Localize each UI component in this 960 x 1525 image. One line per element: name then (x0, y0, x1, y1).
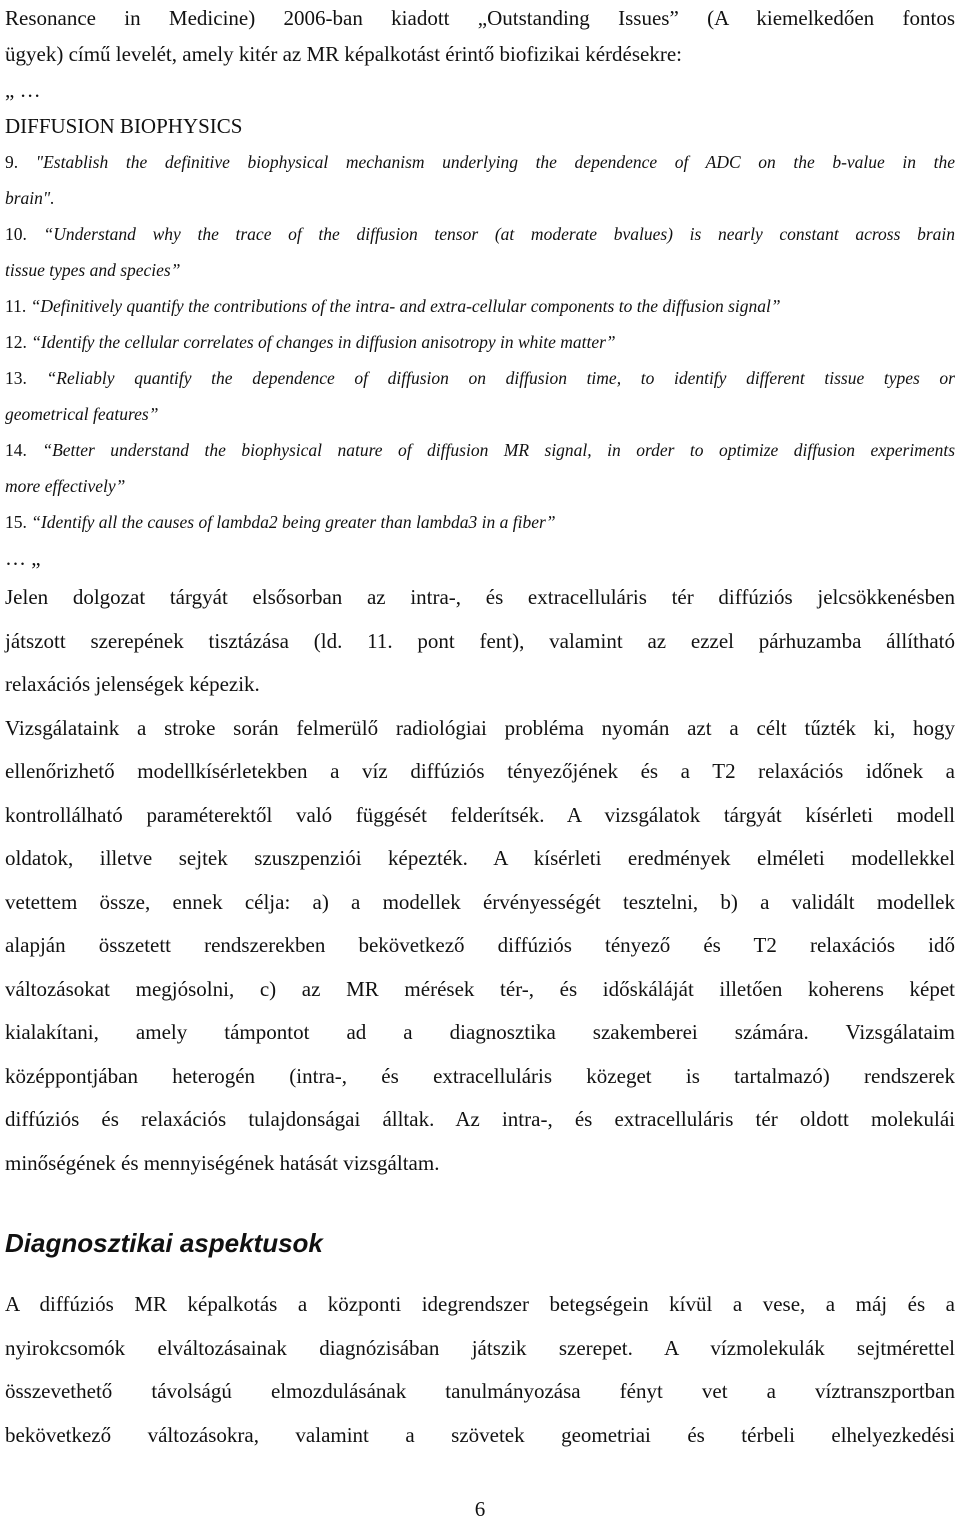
list-line (5, 324, 955, 360)
list-line (5, 288, 955, 324)
list-text: geometrical features” (5, 404, 159, 424)
paragraph-line: relaxációs jelenségek képezik. (5, 672, 260, 696)
paragraph-line: Vizsgálataink a stroke során felmerülő radiológiai probléma nyomán azt a célt tűzték ki, hogy (5, 715, 955, 740)
list-number: 15. (5, 512, 27, 532)
list-text: “Definitively quantify the contributions of the intra- and extra-cellular components to the diffusion signal” (30, 296, 781, 316)
paragraph-1 (5, 576, 955, 707)
list-number: 14. (5, 440, 27, 460)
section-heading: Diagnosztikai aspektusok (5, 1228, 323, 1258)
list-text: “Understand why the trace of the diffusion tensor (at moderate bvalues) is nearly constant across brain (43, 224, 955, 244)
paragraph-line: Jelen dolgozat tárgyát elsősorban az intra-, és extracelluláris tér diffúziós jelcsökkenésben (5, 585, 955, 609)
paragraph-line: játszott szerepének tisztázása (ld. 11. pont fent), valamint az ezzel párhuzamba állítható (5, 628, 955, 653)
issues-list (5, 144, 955, 540)
list-line (5, 144, 955, 180)
paragraph-line: oldatok, illetve sejtek szuszpenziói képezték. A kísérleti eredmények elméleti modellekkel (5, 846, 955, 870)
closing-quote-mark: … „ (5, 546, 41, 570)
list-text: more effectively” (5, 476, 126, 496)
paragraph-line: alapján összetett rendszerekben bekövetkező diffúziós tényező és T2 relaxációs idő (5, 933, 955, 957)
intro-line: ügyek) című levelét, amely kitér az MR képalkotást érintő biofizikai kérdésekre: (5, 42, 683, 66)
paragraph-line: nyirokcsomók elváltozásainak diagnózisában játszik szerepet. A vízmolekulák sejtmérettel (5, 1335, 955, 1360)
list-line (5, 432, 955, 468)
paragraph-line: kialakítani, amely támpontot ad a diagnosztika szakemberei számára. Vizsgálataim (5, 1020, 955, 1044)
paragraph-line: összevethető távolságú elmozdulásának tanulmányozása fényt vet a víztranszportban (5, 1379, 955, 1403)
paragraph-line: A diffúziós MR képalkotás a központi idegrendszer betegségein kívül a vese, a máj és a (5, 1292, 955, 1316)
paragraph-line: vetettem össze, ennek célja: a) a modellek érvényességét tesztelni, b) a validált modellek (5, 889, 955, 914)
list-line (5, 252, 955, 288)
list-number: 13. (5, 368, 27, 388)
list-line (5, 504, 955, 540)
opening-quote-mark: „ … (5, 78, 41, 102)
list-text: “Reliably quantify the dependence of diffusion on diffusion time, to identify different tissue types or (46, 368, 955, 388)
list-line (5, 468, 955, 504)
list-number: 11. (5, 296, 27, 316)
list-text: “Identify all the causes of lambda2 being greater than lambda3 in a fiber” (31, 512, 556, 532)
paragraph-3 (5, 1283, 955, 1457)
paragraph-line: középpontjában heterogén (intra-, és extracelluláris közeget is tartalmazó) rendszerek (5, 1063, 955, 1088)
list-number: 10. (5, 224, 27, 244)
intro-block (5, 0, 955, 144)
intro-line: Resonance in Medicine) 2006-ban kiadott „Outstanding Issues” (A kiemelkedően fontos (5, 6, 955, 30)
list-line (5, 396, 955, 432)
list-text: brain". (5, 188, 55, 208)
section-label: DIFFUSION BIOPHYSICS (5, 114, 243, 138)
list-text: “Better understand the biophysical nature of diffusion MR signal, in order to optimize diffusion experiments (42, 440, 956, 460)
paragraph-line: kontrollálható paraméterektől való függését felderítsék. A vizsgálatok tárgyát kísérleti modell (5, 802, 955, 827)
paragraph-line: diffúziós és relaxációs tulajdonságai álltak. Az intra-, és extracelluláris tér oldott molekulái (5, 1107, 955, 1131)
paragraph-line: minőségének és mennyiségének hatását vizsgáltam. (5, 1150, 440, 1175)
paragraph-2 (5, 707, 955, 1186)
list-line (5, 180, 955, 216)
list-text: tissue types and species” (5, 260, 181, 280)
list-line (5, 360, 955, 396)
document-page (5, 0, 955, 1457)
list-number: 9. (5, 152, 19, 172)
paragraph-line: ellenőrizhető modellkísérletekben a víz diffúziós tényezőjének és a T2 relaxációs időnek a (5, 759, 955, 783)
list-text: "Establish the definitive biophysical mechanism underlying the dependence of ADC on the b-value in the (35, 152, 956, 172)
paragraph-line: változásokat megjósolni, c) az MR mérések tér-, és időskáláját illetően koherens képet (5, 976, 955, 1001)
list-number: 12. (5, 332, 27, 352)
paragraph-line: bekövetkező változásokra, valamint a szövetek geometriai és térbeli elhelyezkedési (5, 1422, 955, 1447)
page-number: 6 (474, 1497, 486, 1521)
list-text: “Identify the cellular correlates of changes in diffusion anisotropy in white matter” (31, 332, 616, 352)
list-line (5, 216, 955, 252)
